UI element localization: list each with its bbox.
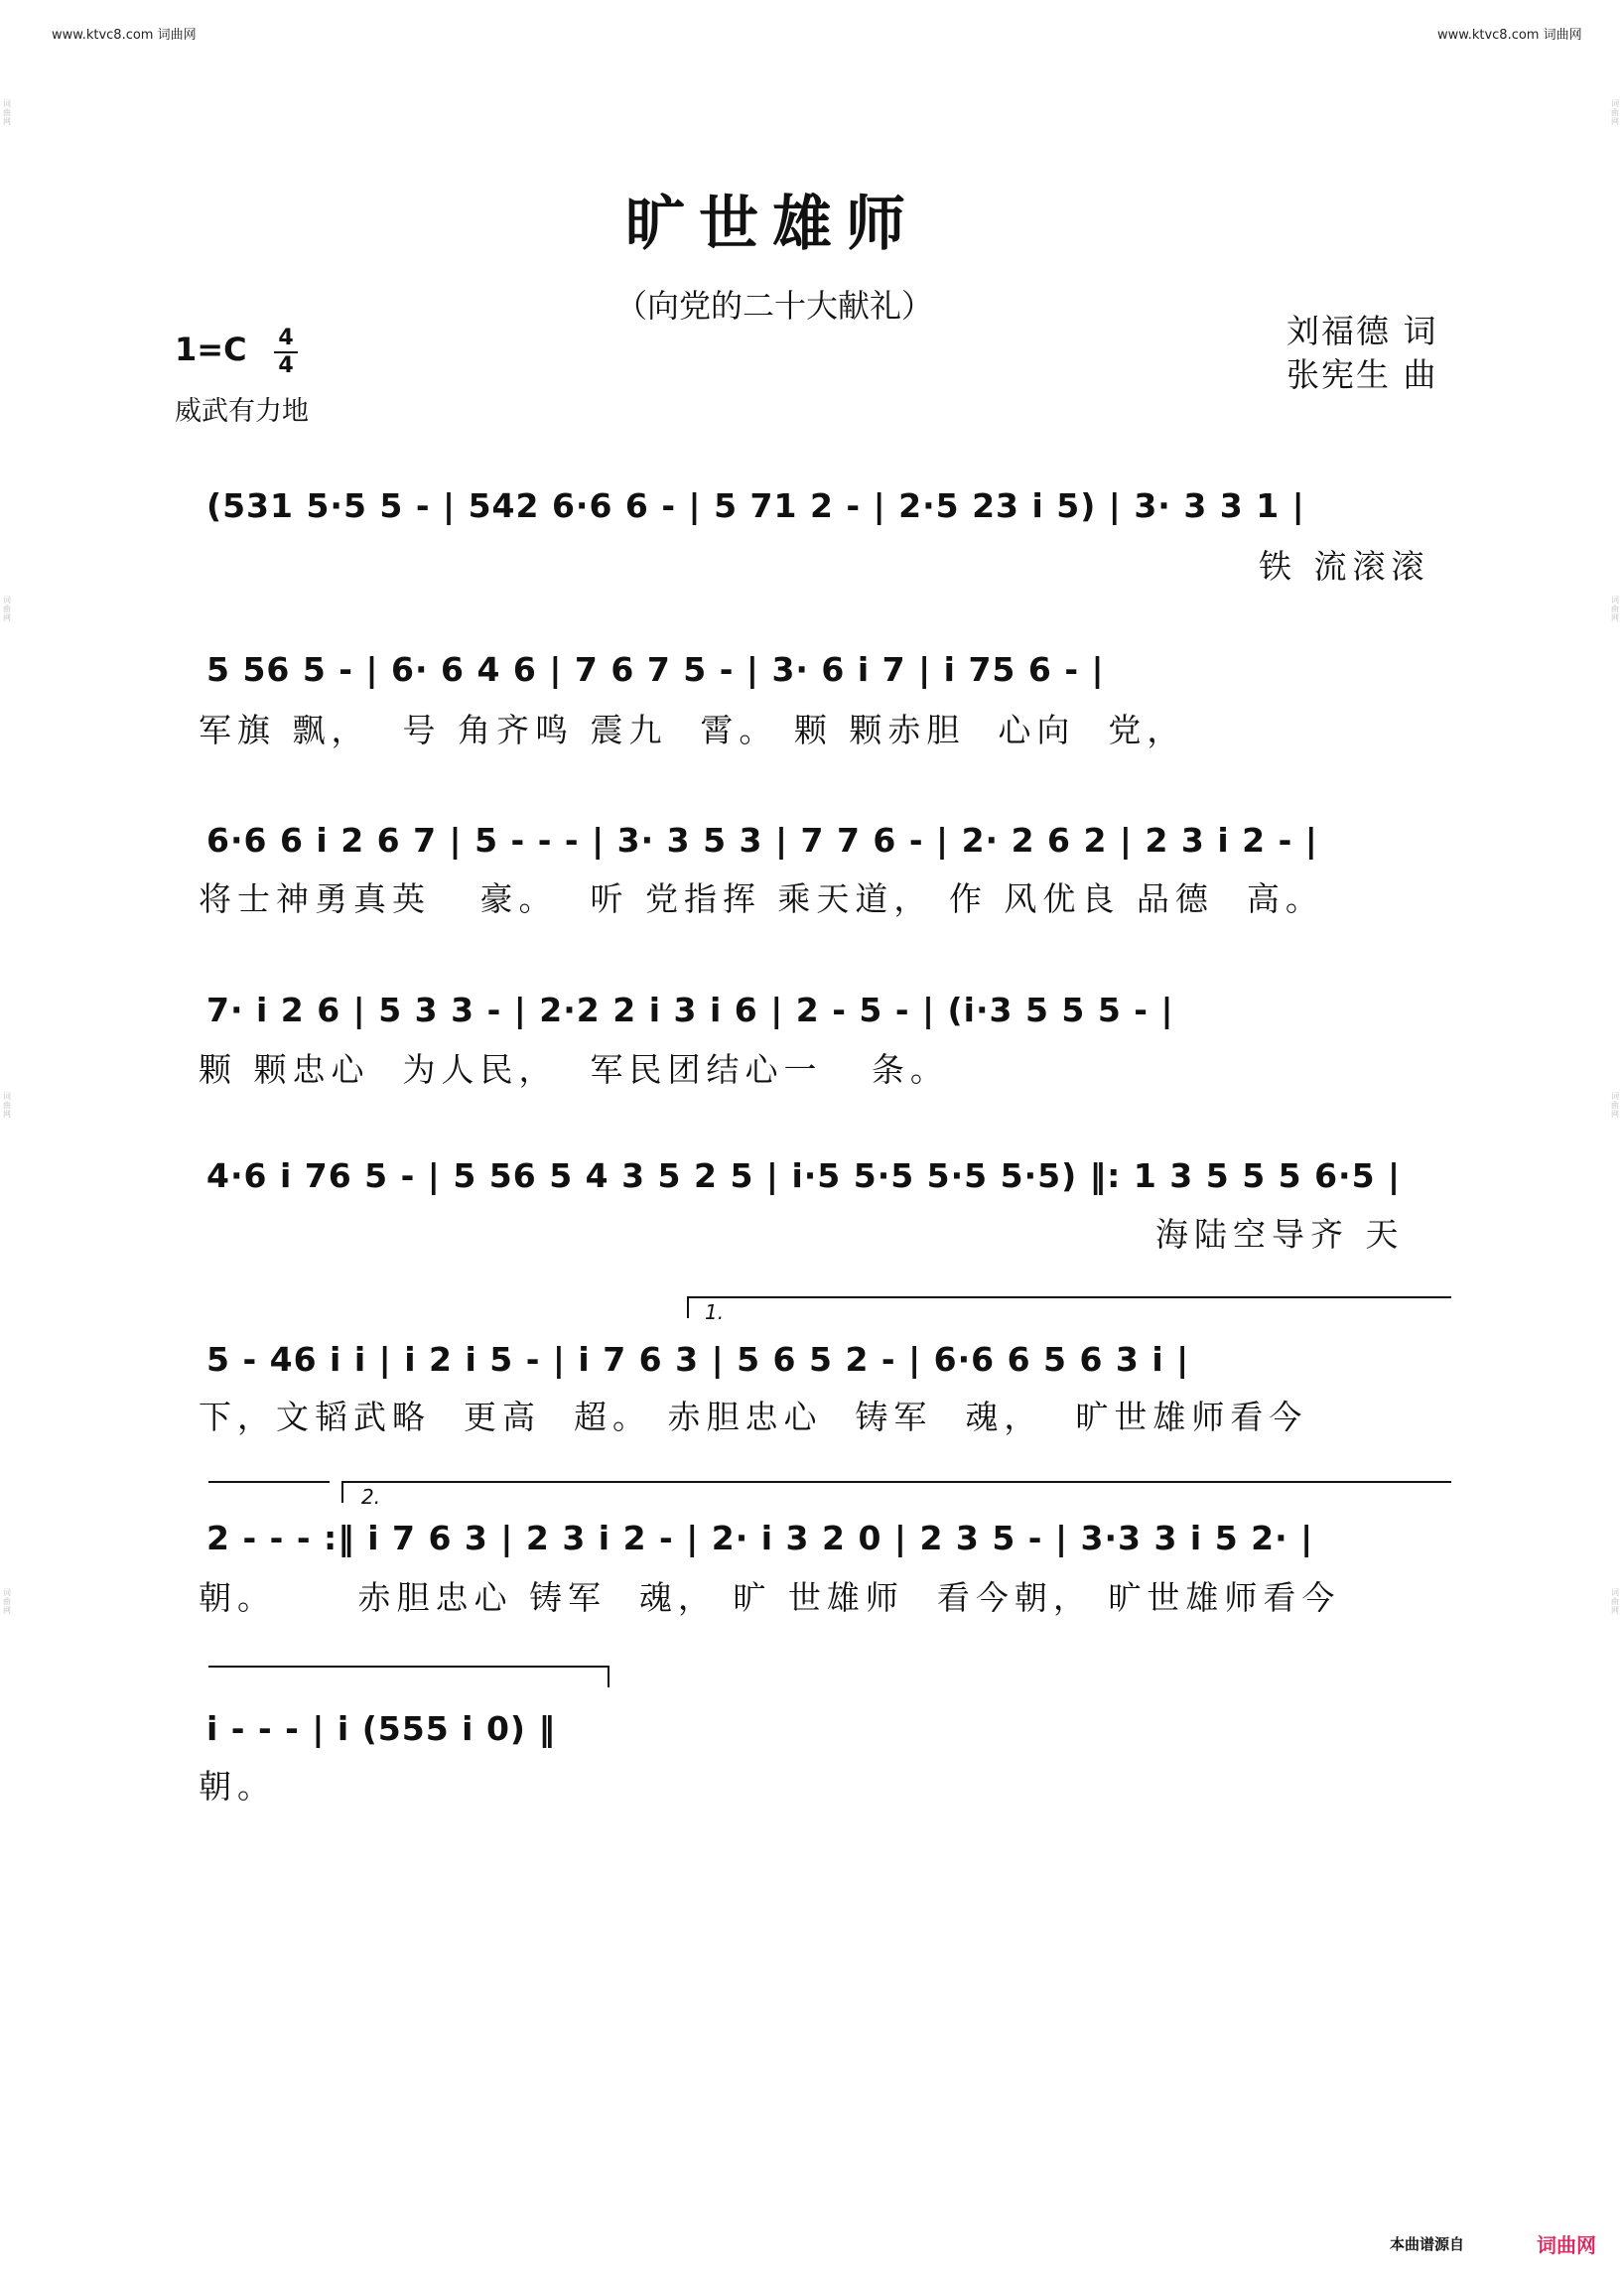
tempo-marking: 威武有力地 [175, 396, 309, 427]
notation-line-4: 7· i 2 6 | 5 3 3 - | 2·2 2 i 3 i 6 | 2 - 5 - | (i·3 5 5 5 - | [206, 991, 1174, 1029]
lyrics-line-6: 下，文韬武略 更高 超。 赤胆忠心 铸军 魂， 旷世雄师看今 [199, 1398, 1308, 1436]
right-watermark: 词 曲 网 [1611, 1588, 1619, 1615]
left-watermark: 词 曲 网 [3, 596, 11, 622]
song-title: 旷世雄师 [625, 190, 919, 259]
notation-line-6: 5 - 46 i i | i 2 i 5 - | i 7 6 3 | 5 6 5 2 - | 6·6 6 5 6 3 i | [206, 1340, 1190, 1379]
notation-line-5: 4·6 i 76 5 - | 5 56 5 4 3 5 2 5 | i·5 5·5 5·5 5·5) ‖: 1 3 5 5 5 6·5 | [206, 1156, 1402, 1195]
lyrics-line-3: 将士神勇真英 豪。 听 党指挥 乘天道， 作 风优良 品德 高。 [199, 879, 1324, 918]
volta-2-bracket [341, 1481, 1451, 1503]
notation-line-1: (531 5·5 5 - | 542 6·6 6 - | 5 71 2 - | 2·5 23 i 5) | 3· 3 3 1 | [206, 486, 1305, 525]
notation-line-2: 5 56 5 - | 6· 6 4 6 | 7 6 7 5 - | 3· 6 i 7 | i 75 6 - | [206, 650, 1105, 689]
volta-2-number: 2. [361, 1485, 381, 1509]
notation-line-7: 2 - - - :‖ i 7 6 3 | 2 3 i 2 - | 2· i 3 2 0 | 2 3 5 - | 3·3 3 i 5 2· | [206, 1519, 1314, 1557]
lyrics-line-7: 朝。 赤胆忠心 铸军 魂， 旷 世雄师 看今朝， 旷世雄师看今 [199, 1578, 1341, 1617]
time-signature [274, 328, 298, 377]
footer-logo[interactable]: 词曲网 [1537, 2233, 1596, 2257]
volta-1-continuation [208, 1481, 330, 1483]
notation-line-3: 6·6 6 i 2 6 7 | 5 - - - | 3· 3 5 3 | 7 7 6 - | 2· 2 6 2 | 2 3 i 2 - | [206, 821, 1318, 860]
meter-bottom: 4 [278, 353, 294, 378]
lyrics-line-2: 军旗 飘， 号 角齐鸣 震九 霄。 颗 颗赤胆 心向 党， [199, 711, 1186, 749]
right-watermark: 词 曲 网 [1611, 596, 1619, 622]
lyrics-line-1: 铁 流滚滚 [1259, 547, 1430, 586]
right-watermark: 词 曲 网 [1611, 99, 1619, 126]
lyrics-line-8: 朝。 [199, 1767, 276, 1806]
right-watermark: 词 曲 网 [1611, 1092, 1619, 1119]
lyrics-line-5: 海陆空导齐 天 [1155, 1215, 1405, 1254]
lyrics-line-4: 颗 颗忠心 为人民， 军民团结心一 条。 [199, 1050, 949, 1089]
site-url-right[interactable]: www.ktvc8.com 词曲网 [1437, 28, 1582, 43]
site-url-left[interactable]: www.ktvc8.com 词曲网 [52, 28, 197, 43]
key-signature: 1=C [175, 331, 247, 368]
composer-credit: 张宪生 曲 [1286, 355, 1438, 394]
song-subtitle: （向党的二十大献礼） [615, 287, 934, 325]
left-watermark: 词 曲 网 [3, 99, 11, 126]
meter-top: 4 [278, 326, 294, 350]
volta-1-number: 1. [705, 1300, 725, 1324]
lyricist-credit: 刘福德 词 [1286, 312, 1438, 350]
volta-1-bracket [687, 1296, 1451, 1318]
left-watermark: 词 曲 网 [3, 1588, 11, 1615]
left-watermark: 词 曲 网 [3, 1092, 11, 1119]
footer-source-text: 本曲谱源自 [1390, 2235, 1465, 2253]
volta-2-continuation [208, 1666, 609, 1687]
notation-line-8: i - - - | i (555 i 0) ‖ [206, 1709, 556, 1748]
